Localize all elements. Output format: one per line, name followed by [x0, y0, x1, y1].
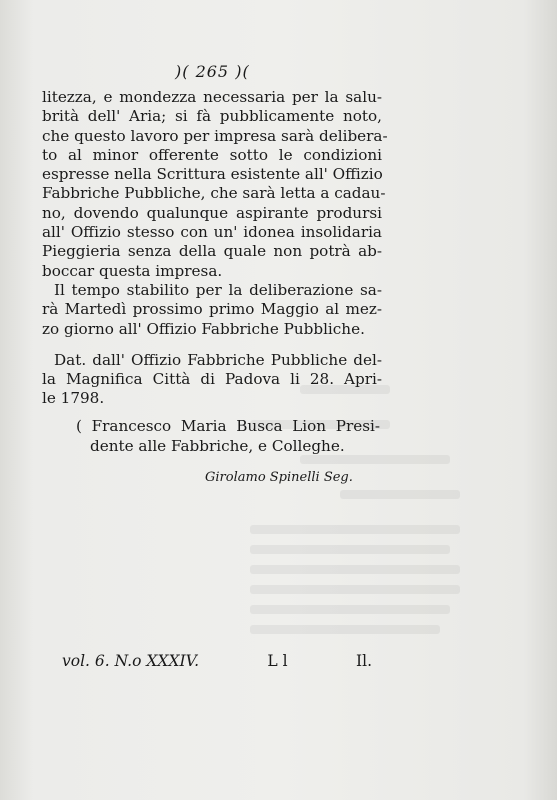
signature-mark-2: Il.	[355, 652, 372, 670]
body-line: all' Offizio stesso con un' idonea insolidaria	[42, 223, 382, 242]
president-line: ( Francesco Maria Busca Lion Presi-	[76, 417, 380, 435]
body-line: che questo lavoro per impresa sarà delibera-	[42, 126, 388, 145]
deadline-line: Il tempo stabilito per la deliberazione sa-	[54, 280, 382, 299]
volume-marker: vol. 6. N.o XXXIV.	[62, 652, 200, 670]
body-line: brità dell' Aria; si fà pubblicamente noto,	[42, 107, 382, 126]
body-line: no, dovendo qualunque aspirante prodursi	[42, 203, 382, 222]
president-line: dente alle Fabbriche, e Colleghe.	[90, 437, 345, 455]
president-signature	[76, 416, 380, 456]
body-text	[42, 88, 388, 409]
footer	[62, 652, 372, 670]
page-number: )( 265 )(	[175, 62, 250, 81]
deadline-line: zo giorno all' Offizio Fabbriche Pubbliche.	[42, 319, 365, 338]
date-line: le 1798.	[42, 389, 105, 408]
body-line: boccar questa impresa.	[42, 261, 223, 280]
date-line: Dat. dall' Offizio Fabbriche Pubbliche del-	[54, 350, 382, 369]
signature-mark: L l	[267, 652, 288, 670]
date-line: la Magnifica Città di Padova li 28. Apri-	[42, 370, 382, 389]
secretary-signature: Girolamo Spinelli Seg.	[205, 470, 353, 485]
body-line: Fabbriche Pubbliche, che sarà letta a cadau-	[42, 184, 386, 203]
body-line: espresse nella Scrittura esistente all' Offizio	[42, 165, 383, 184]
body-line: Pieggieria senza della quale non potrà ab-	[42, 242, 382, 261]
body-line: to al minor offerente sotto le condizioni	[42, 145, 382, 164]
deadline-line: rà Martedì prossimo primo Maggio al mez-	[42, 300, 382, 319]
body-line: litezza, e mondezza necessaria per la salu-	[42, 88, 382, 106]
